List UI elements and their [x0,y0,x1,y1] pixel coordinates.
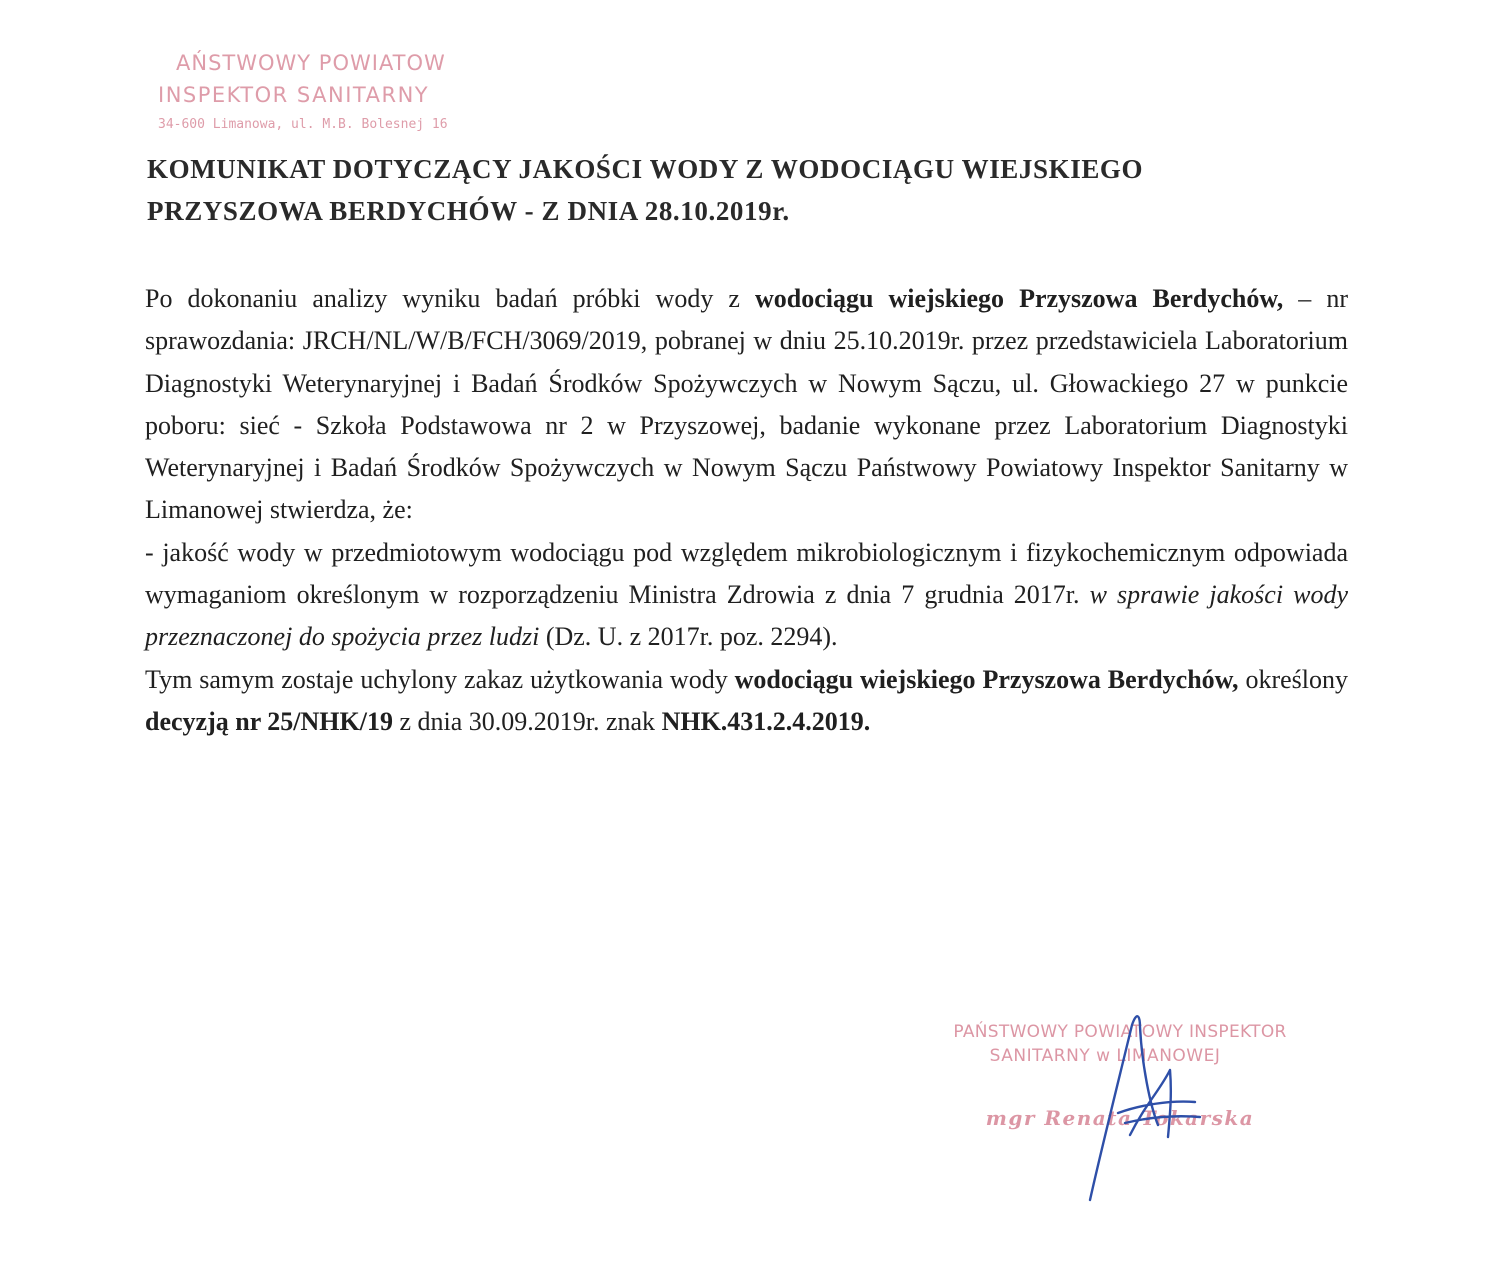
bold-run: wodociągu wiejskiego Przyszowa Berdychów, [754,284,1284,313]
text-run: - jakość wody w przedmiotowym wodociągu pod względem mikrobiologicznym i fizykochemicznym odpowiada wymaganiom określonym w rozporządzeniu Ministra Zdrowia z dnia 7 grudnia 2017r. [145,537,1348,610]
title-line-2: PRZYSZOWA BERDYCHÓW - Z DNIA 28.10.2019r. [147,196,790,226]
stamp-signatory-name: mgr Renata Tokarska [985,1106,1255,1130]
stamp-line-3: 34-600 Limanowa, ul. M.B. Bolesnej 16 [158,117,448,132]
text-run: (Dz. U. z 2017r. poz. 2294). [539,622,838,652]
stamp-line-1: AŃSTWOWY POWIATOW [176,51,446,75]
bold-run: decyzją nr 25/NHK/19 [145,706,393,736]
text-run: – nr sprawozdania: JRCH/NL/W/B/FCH/3069/2019, pobranej w dniu 25.10.2019r. przez przedstawiciela Laboratorium Diagnostyki Weterynaryjnej i Badań Środków Spożywczych w Nowym Sączu, ul. Głowackiego 27 w punkcie poboru: sieć - Szkoła Podstawowa nr 2 w Przyszowej, badanie wykonane przez Laboratorium Diagnostyki Weterynaryjnej i Badań Środków Spożywczych w Nowym Sączu Państwowy Powiatowy Inspektor Sanitarny w Limanowej stwierdza, że: [145,284,1348,525]
bold-run: wodociągu wiejskiego Przyszowa Berdychów, [734,664,1239,694]
bold-run: NHK.431.2.4.2019. [661,706,871,736]
stamp-line-2: SANITARNY w LIMANOWEJ [989,1046,1221,1066]
text-run: Po dokonaniu analizy wyniku badań próbki wody z [145,284,755,313]
inspector-stamp-top [158,48,508,138]
paragraph-decision [145,659,1348,744]
paragraph-conclusion [145,532,1348,659]
title-line-1: KOMUNIKAT DOTYCZĄCY JAKOŚCI WODY Z WODOCIĄGU WIEJSKIEGO [147,154,1144,184]
document-body [145,278,1348,743]
document-title [147,148,1377,232]
handwritten-signature [1070,1005,1210,1215]
text-run: Tym samym zostaje uchylony zakaz użytkowania wody [145,664,735,694]
stamp-line-2: INSPEKTOR SANITARNY [158,83,430,107]
text-run: określony [1238,664,1348,694]
stamp-line-1: PAŃSTWOWY POWIATOWY INSPEKTOR [953,1022,1287,1042]
italic-run: w sprawie jakości wody przeznaczonej do spożycia przez ludzi [145,580,1348,652]
text-run: z dnia 30.09.2019r. znak [392,706,662,736]
paragraph-analysis [145,278,1348,532]
